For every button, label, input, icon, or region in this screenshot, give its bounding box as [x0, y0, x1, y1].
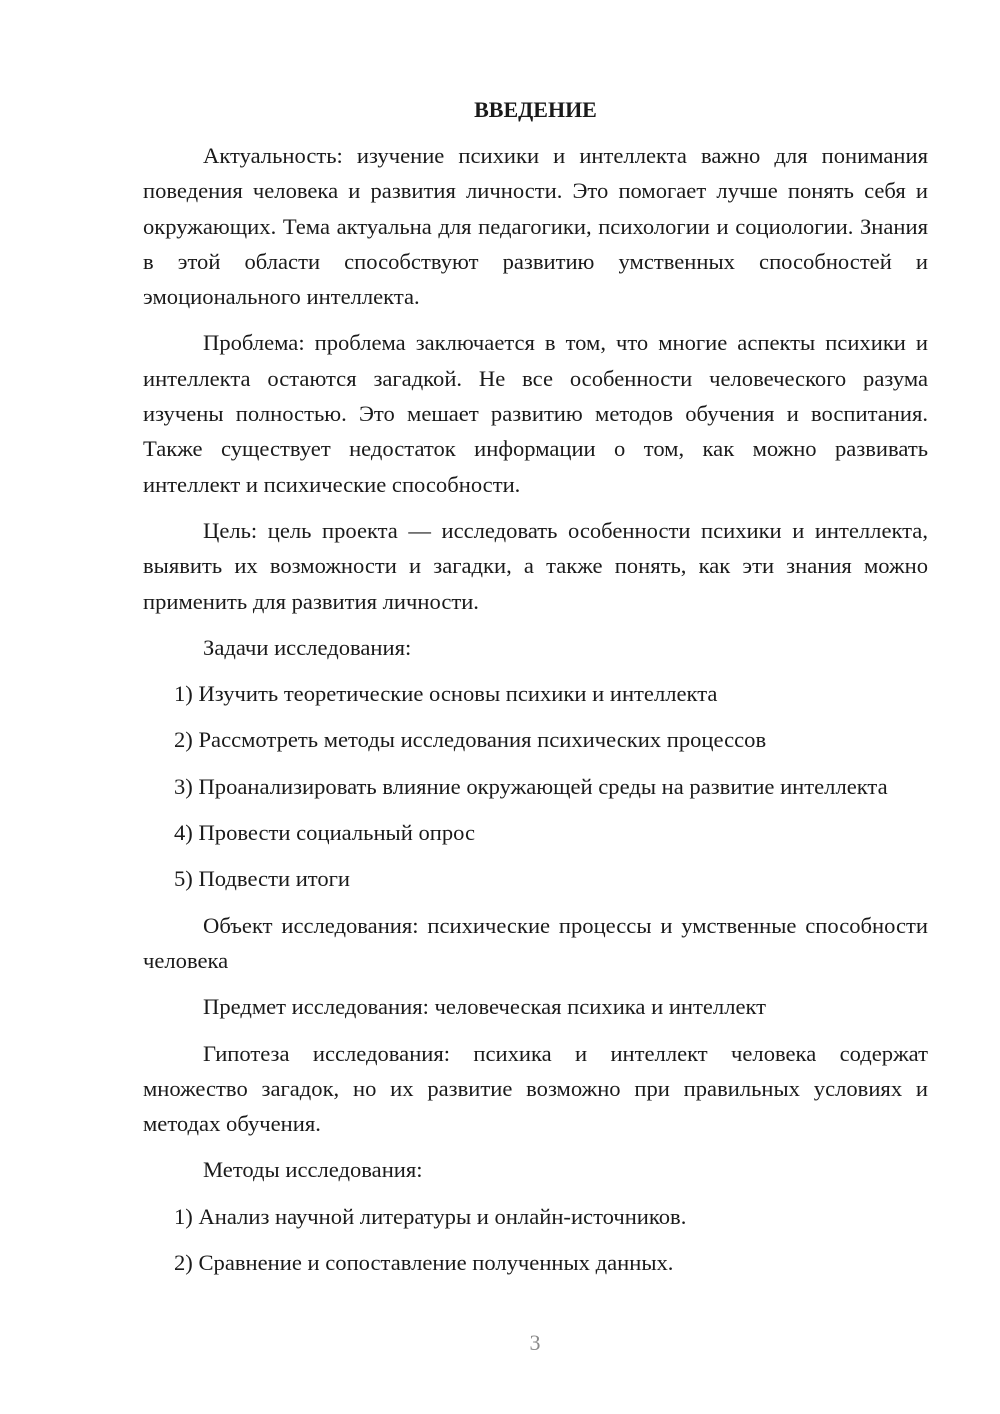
list-item-task-5: 5) Подвести итоги [174, 866, 351, 892]
list-item-task-2: 2) Рассмотреть методы исследования психических процессов [174, 727, 767, 753]
paragraph-object: Объект исследования: психические процессы и умственные способности человека [143, 912, 928, 973]
paragraph-problem: Проблема: проблема заключается в том, что многие аспекты психики и интеллекта остаются загадкой. Не все особенности человеческого разума изучены полностью. Это мешает развитию методов обучения и воспитания. Также существует недостаток информации о том, как можно развивать интеллект и психические способности. [143, 330, 928, 497]
list-item-task-1: 1) Изучить теоретические основы психики и интеллекта [174, 681, 718, 707]
list-item-task-3: 3) Проанализировать влияние окружающей среды на развитие интеллекта [174, 773, 888, 799]
paragraph-goal: Цель: цель проекта — исследовать особенности психики и интеллекта, выявить их возможности и загадки, а также понять, как эти знания можно применить для развития личности. [143, 517, 928, 614]
paragraph-hypothesis: Гипотеза исследования: психика и интеллект человека содержат множество загадок, но их развитие возможно при правильных условиях и методах обучения. [143, 1040, 928, 1137]
section-heading: ВВЕДЕНИЕ [474, 97, 597, 122]
list-item-task-4: 4) Провести социальный опрос [174, 820, 476, 846]
list-item-method-2: 2) Сравнение и сопоставление полученных данных. [174, 1250, 674, 1276]
page-number: 3 [529, 1330, 541, 1355]
paragraph-relevance: Актуальность: изучение психики и интеллекта важно для понимания поведения человека и развития личности. Это помогает лучше понять себя и окружающих. Тема актуальна для педагогики, психологии и социологии. Знания в этой области способствуют развитию умственных способностей и эмоционального интеллекта. [143, 143, 928, 310]
paragraph-methods-heading: Методы исследования: [203, 1157, 423, 1183]
paragraph-subject: Предмет исследования: человеческая психика и интеллект [203, 994, 767, 1020]
paragraph-tasks-heading: Задачи исследования: [203, 634, 412, 660]
document-page [143, 92, 928, 1291]
list-item-method-1: 1) Анализ научной литературы и онлайн-источников. [174, 1203, 687, 1229]
